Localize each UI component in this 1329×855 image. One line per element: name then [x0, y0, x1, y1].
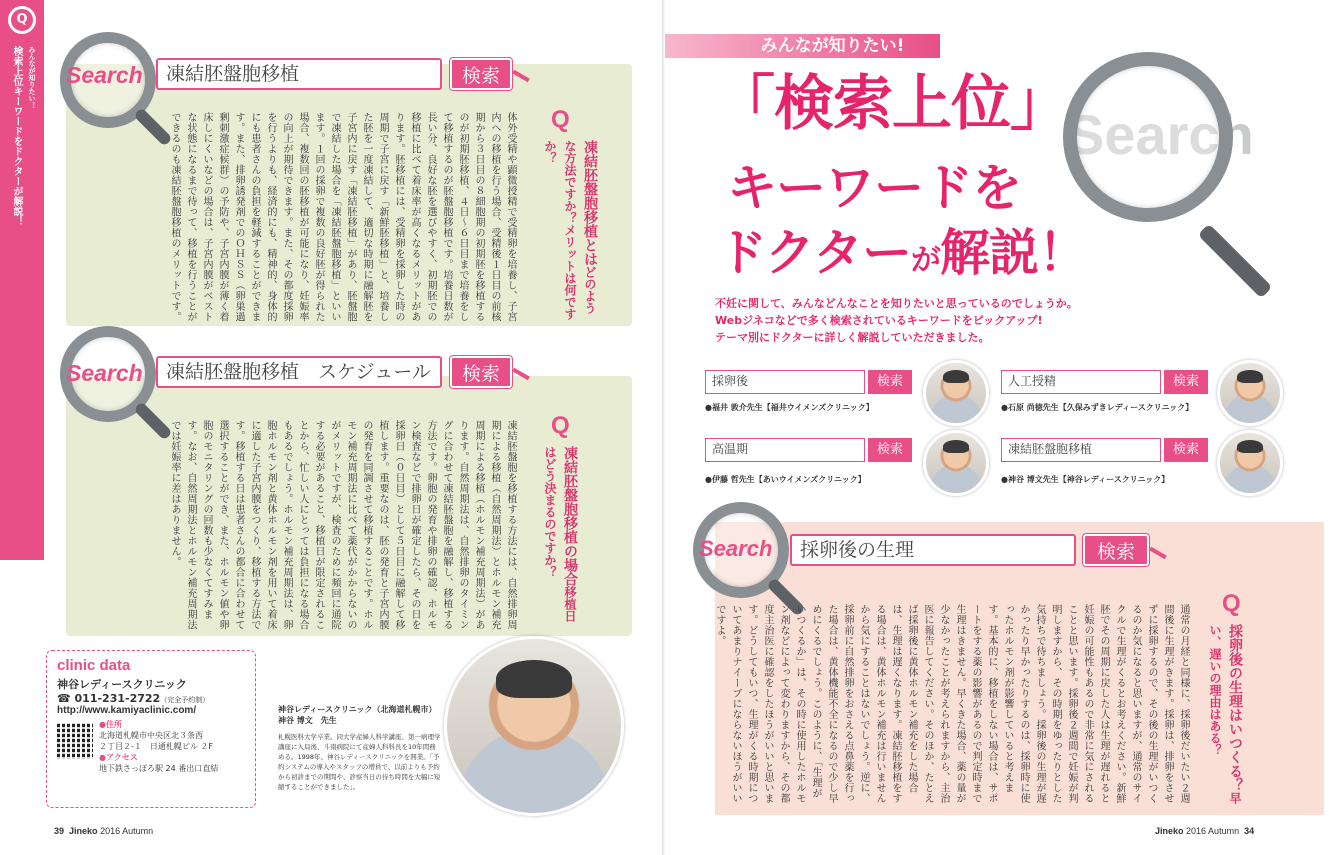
search-button[interactable]: 検索 [450, 58, 512, 90]
search-word-2: Search [66, 360, 143, 386]
doctor-caption [278, 704, 442, 792]
clinic-address [99, 719, 218, 774]
large-magnifier-icon [1063, 52, 1233, 222]
keyword-button-2[interactable]: 検索 [1164, 370, 1208, 394]
keyword-input-3[interactable]: 高温期 [705, 438, 865, 462]
search-input-3[interactable]: 採卵後の生理 [790, 534, 1076, 566]
keyword-button-1[interactable]: 検索 [868, 370, 912, 394]
section1-body: 体外受精や顕微授精で受精卵を培養し、子宮内への移植を行う場合、受精後１日目の前核期から３日目の８細胞期の初期胚を移植するのが初期胚移植、４日〜６日目まで培養をして移植するのが胚盤胞移植です。培養日数が長い分、良好な胚を選びやすく、初期胚での移植に比べて着床率が高くなるメリットがあります。胚移植には、受精卵を採卵した時の周期で子宮に戻す「新鮮胚移植」と、培養した胚を一度凍結して、適切な時期に融解胚を子宮内に戻す「凍結胚移植」があり、胚盤胞で凍結した場合を「凍結胚盤胞移植」といいます。１回の採卵で複数の良好胚が得られた場合、複数回の胚移植が可能になり、妊娠率の向上が期待できます。また、その都度採卵を行うよりも、経済的にも、精神的、身体的にも患者さんの負担を軽減することができます。また、排卵誘発剤でのＯＨＳＳ（卵巣過剰刺激症候群）の予防や、子宮内膜が薄く着床しにくいなどの場合は、子宮内膜がベストな状態になるまで待って、移植を行うことができるのも凍結胚盤胞移植のメリットです。 [169, 112, 516, 322]
clinic-data-title: clinic data [57, 657, 131, 674]
magazine-name-left: Jineko [69, 826, 98, 836]
doctor-clinic: 神谷レディースクリニック（北海道札幌市） [278, 705, 437, 714]
footer-right [1155, 826, 1254, 836]
section3-q-sub: 早い、遅いの理由はある？ [1208, 624, 1242, 804]
headline-line3 [717, 222, 1087, 292]
keyword-button-3[interactable]: 検索 [868, 438, 912, 462]
issue-left: 2016 Autumn [100, 826, 154, 836]
doctor-photo [444, 636, 624, 816]
qr-code-icon [57, 723, 93, 759]
doctor-name: 神谷 博文 先生 [278, 716, 337, 725]
sidebar-main: 検索上位キーワードをドクターが解説！ [11, 46, 22, 226]
search-input[interactable]: 凍結胚盤胞移植 [156, 58, 442, 90]
sidebar-text [6, 46, 40, 226]
footer-left [54, 826, 153, 836]
section1-q-title: 凍結胚盤胞移植とは [582, 140, 598, 266]
intro-line1: 不妊に関して、みんなどんなことを知りたいと思っているのでしょうか。 [715, 297, 1078, 310]
magazine-name-right: Jineko [1155, 826, 1184, 836]
headline-line2: キーワードを [727, 159, 1021, 217]
section3-question [1205, 624, 1245, 804]
intro-line2: Webジネコなどで多く検索されているキーワードをピックアップ! [715, 314, 1043, 327]
search-word: Search [66, 62, 143, 88]
search-button-3[interactable]: 検索 [1083, 534, 1149, 566]
address-line2: ２丁目２-１ 日通札幌ビル ２F [99, 742, 214, 751]
address-label: ●住所 [99, 720, 122, 729]
section2-q-sub: 移植日はどう決まるのですか？ [543, 446, 577, 622]
search-word-3: Search [699, 536, 773, 561]
keyword-doctor-3: ●伊藤 哲先生【あいウイメンズクリニック】 [705, 475, 866, 484]
clinic-url[interactable]: http://www.kamiyaclinic.com/ [57, 705, 197, 716]
keyword-input-2[interactable]: 人工授精 [1001, 370, 1161, 394]
section2-body: 凍結胚盤胞を移植する方法には、自然排卵周期による移植（自然周期法）とホルモン補充周期による移植（ホルモン補充周期法）があります。自然周期法は、自然排卵のタイミングに合わせて凍結胚盤胞を融解し、移植する方法です。卵胞の発育や排卵の確認、ホルモン検査などで排卵日が確定したら、その日を採卵日（０日目）として５日目に融解して移植します。重要なのは、胚の発育と子宮内膜の発育を同調させて移植することです。ホルモン補充周期法に比べて薬代がかからないのがメリットですが、検査のために頻回に通院する必要があること、移植日が限定されることから、忙しい人にとっては負担になる場合もあるでしょう。ホルモン補充周期法は、卵胞ホルモン剤と黄体ホルモン剤を用いて着床に適した子宮内膜をつくり、移植する方法です。移植する日は患者さんの都合に合わせて選択することができ、また、ホルモン値や卵胞のモニタリングの回数も少なくてすみます。なお、自然周期法とホルモン補充周期法では妊娠率に差はありません。 [169, 420, 516, 630]
left-page [0, 0, 664, 855]
headline-exclaim: ！ [1038, 224, 1087, 282]
keyword-input-4[interactable]: 凍結胚盤胞移植 [1001, 438, 1161, 462]
q-mark: Q [551, 106, 570, 133]
keyword-doctor-2: ●石原 尚徳先生【久保みずきレディースクリニック】 [1001, 403, 1194, 412]
section2-q-title: 凍結胚盤胞移植の場合 [562, 446, 578, 586]
q-search-icon: Q [8, 6, 36, 34]
access-label: ●アクセス [99, 753, 138, 762]
section3-q-title: 採卵後の生理はいつくる？ [1227, 624, 1243, 792]
issue-right: 2016 Autumn [1186, 826, 1240, 836]
clinic-data-card [46, 650, 256, 808]
clinic-phone [57, 692, 245, 705]
access-text: 地下鉄さっぽろ駅 24 番出口直結 [99, 764, 219, 773]
headline-doctor: ドクター [717, 224, 911, 282]
search-button-2[interactable]: 検索 [450, 356, 512, 388]
right-page [665, 0, 1329, 855]
section2-question [540, 446, 580, 632]
sidebar-top: みんなが知りたい！ [28, 46, 36, 109]
headline-line1: 「検索上位」 [715, 69, 1069, 139]
section3-body: 通常の月経と同様に、採卵後だいたい２週間後に生理がきます。採卵は、排卵をさせずに採卵するので、その後の生理がいつくるのか気になると思いますが、通常のサイクルで生理がくるとお考えください。新鮮胚でその周期に戻した人は生理が遅れると妊娠の可能性もあるので非常に気にされることと思います。採卵後２週間で妊娠が判明しますから、その時期をゆったりとした気持ちで待ちましょう。採卵後の生理が遅かったり早かったりするのは、採卵時に使ったホルモン剤が影響していると考えます。基本的に、移植をしない場合は、サポートをする薬の影響があるので判定時まで生理はきません。早くきた場合、薬の量が少なかったことが考えられますから、主治医に報告してください。そのほか、たとえば採卵後に黄体ホルモン補充をした場合は、生理は遅くなります。凍結胚移植をする場合は、黄体ホルモン補充は行いませんから気にすることはないでしょう。逆に、採卵前に自然排卵をおさえる点鼻薬を行った場合は、黄体機能不全になるので少し早めにくるでしょう。このように、「生理がいつくるか」は、その時に使用したホルモン剤などによって変わりますから、その都度主治医に確認をしたほうがいいと思います。どうしてもいつ、生理がくる時期についてあまりナイーブにならないほうがいいですよ。 [714, 604, 1189, 804]
doctor-photo-4 [1217, 430, 1283, 496]
q-mark-3: Q [1222, 590, 1241, 617]
search-input-2[interactable]: 凍結胚盤胞移植 スケジュール [156, 356, 442, 388]
intro-text [715, 295, 1135, 346]
clinic-name: 神谷レディースクリニック [57, 678, 187, 691]
keyword-doctor-1: ●福井 敦介先生【福井ウイメンズクリニック】 [705, 403, 874, 412]
page-number-right: 34 [1244, 826, 1255, 836]
section1-question [540, 140, 600, 320]
section1-q-sub: どのような方法ですか？メリットは何ですか？ [543, 140, 597, 320]
doctor-photo-2 [1217, 360, 1283, 426]
intro-line3: テーマ別にドクターに詳しく解説していただきました。 [715, 331, 990, 344]
address-line1: 北海道札幌市中央区北３条西 [99, 731, 203, 740]
keyword-input-1[interactable]: 採卵後 [705, 370, 865, 394]
clinic-phone-note: （完全予約制） [160, 696, 210, 704]
headline-kaisetsu: 解説 [940, 224, 1038, 282]
doctor-photo-3 [923, 430, 989, 496]
clinic-phone-number: ☎ 011-231-2722 [57, 692, 161, 705]
sidebar-band [0, 0, 44, 560]
tag-text: みんなが知りたい! [760, 36, 905, 56]
page-number-left: 39 [54, 826, 65, 836]
headline-ga: が [911, 243, 940, 278]
keyword-doctor-4: ●神谷 博文先生【神谷レディースクリニック】 [1001, 475, 1170, 484]
keyword-button-4[interactable]: 検索 [1164, 438, 1208, 462]
doctor-photo-1 [923, 360, 989, 426]
background-search-word: Search [1067, 103, 1254, 166]
q-mark-2: Q [551, 412, 570, 439]
doctor-bio: 札幌医科大学卒業。同大学産婦人科学講座、第一病理学講座に入局後、斗南病院にて産婦人科科長を10年間務める。1998年、神谷レディースクリニックを開業。「予約システムの導入やスタッフの増員で、以前よりも予約から初診までの期間や、診察当日の待ち時間を大幅に短縮することができました」。 [278, 733, 441, 791]
